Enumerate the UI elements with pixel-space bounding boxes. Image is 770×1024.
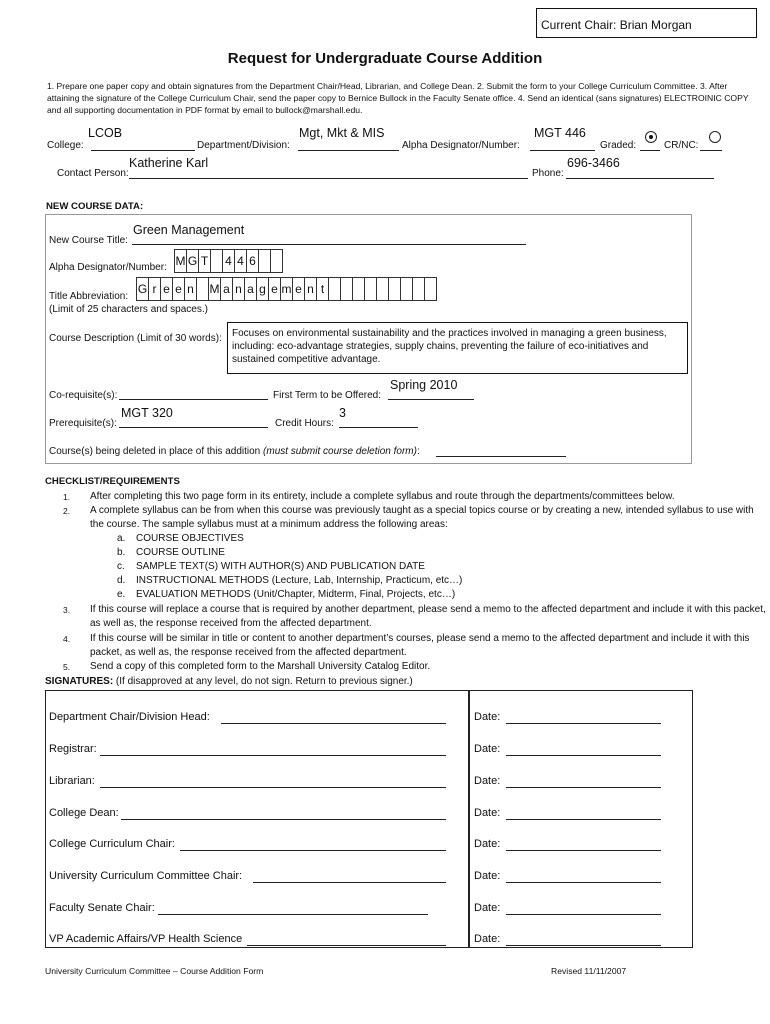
prereq-label: Prerequisite(s): <box>49 418 117 429</box>
title-abbrev-cell[interactable]: G <box>136 277 149 301</box>
course-title-line <box>132 244 526 245</box>
graded-line <box>640 150 660 151</box>
new-course-section-label: NEW COURSE DATA: <box>46 201 144 212</box>
deleted-label-italic: (must submit course deletion form) <box>263 446 417 457</box>
college-label: College: <box>47 140 84 151</box>
current-chair-box: Current Chair: Brian Morgan <box>536 8 757 38</box>
checklist-num-4: 4. <box>63 634 71 644</box>
title-abbrev-cell[interactable]: t <box>316 277 329 301</box>
phone-label: Phone: <box>532 168 564 179</box>
footer-left: University Curriculum Committee – Course Addition Form <box>45 966 264 976</box>
signature-field[interactable] <box>221 723 446 724</box>
signature-field[interactable] <box>158 914 428 915</box>
title-abbrev-cell[interactable]: e <box>160 277 173 301</box>
checklist-item-1: After completing this two page form in its entirety, include a complete syllabus and route through the departments/committees below. <box>90 491 675 502</box>
alpha-number-cell[interactable]: 4 <box>222 249 235 273</box>
date-label: Date: <box>474 775 501 787</box>
signature-label: Faculty Senate Chair: <box>49 902 155 914</box>
date-label: Date: <box>474 743 501 755</box>
date-field[interactable] <box>506 914 661 915</box>
date-field[interactable] <box>506 819 661 820</box>
graded-radio[interactable] <box>645 131 657 143</box>
alpha-number-cell[interactable]: G <box>186 249 199 273</box>
deleted-courses-label <box>49 446 420 457</box>
title-abbrev-cells[interactable] <box>136 277 436 301</box>
signature-field[interactable] <box>247 945 446 946</box>
signature-label: Department Chair/Division Head: <box>49 711 210 723</box>
prereq-line <box>119 427 268 428</box>
department-label: Department/Division: <box>197 140 290 151</box>
date-label: Date: <box>474 711 501 723</box>
subitem-b: COURSE OUTLINE <box>136 547 225 558</box>
subitem-letter-c: c. <box>117 561 125 572</box>
date-field[interactable] <box>506 787 661 788</box>
date-field[interactable] <box>506 723 661 724</box>
deleted-label-colon: : <box>416 446 420 457</box>
checklist-num-1: 1. <box>63 492 71 502</box>
checklist-section-label: CHECKLIST/REQUIREMENTS <box>45 476 180 487</box>
checklist-num-3: 3. <box>63 605 71 615</box>
signatures-section-label <box>45 676 413 687</box>
checklist-item-3: If this course will replace a course that is required by another department, please send a memo to the affected department and include it with this packet, as well as, the response received from the affected department. <box>90 604 766 630</box>
credit-hours-field[interactable]: 3 <box>339 406 346 420</box>
signature-label: University Curriculum Committee Chair: <box>49 870 243 882</box>
first-term-label: First Term to be Offered: <box>273 390 382 401</box>
date-label: Date: <box>474 838 501 850</box>
checklist-item-5: Send a copy of this completed form to the Marshall University Catalog Editor. <box>90 661 431 672</box>
alpha-number-cell[interactable]: 4 <box>234 249 247 273</box>
date-label: Date: <box>474 933 501 945</box>
alpha-number-cells[interactable] <box>174 249 282 273</box>
title-abbrev-cell[interactable]: m <box>280 277 293 301</box>
title-abbrev-cell[interactable]: n <box>232 277 245 301</box>
subitem-a: COURSE OBJECTIVES <box>136 533 244 544</box>
alpha-field[interactable]: MGT 446 <box>534 126 586 140</box>
title-abbrev-cell[interactable]: M <box>208 277 221 301</box>
title-abbrev-cell[interactable]: a <box>244 277 257 301</box>
signature-field[interactable] <box>253 882 446 883</box>
contact-field[interactable]: Katherine Karl <box>129 156 209 170</box>
title-abbrev-cell[interactable]: e <box>172 277 185 301</box>
signatures-label-rest: (If disapproved at any level, do not sign. Return to previous signer.) <box>113 676 413 687</box>
graded-label: Graded: <box>600 140 637 151</box>
alpha-number-cell[interactable]: T <box>198 249 211 273</box>
date-field[interactable] <box>506 755 661 756</box>
signature-label: VP Academic Affairs/VP Health Science <box>49 933 243 945</box>
title-abbrev-cell[interactable]: r <box>148 277 161 301</box>
date-label: Date: <box>474 807 501 819</box>
checklist-item-2: A complete syllabus can be from when this course was previously taught as a special topics course or by creating a new, intended syllabus to use with the course. The sample syllabus must at a minimum address the following areas: <box>90 505 754 531</box>
signature-label: College Curriculum Chair: <box>49 838 175 850</box>
description-label: Course Description (Limit of 30 words): <box>49 333 222 344</box>
title-abbrev-cell[interactable]: e <box>268 277 281 301</box>
alpha-number-cell[interactable]: 6 <box>246 249 259 273</box>
signature-label: Librarian: <box>49 775 95 787</box>
title-abbrev-cell[interactable]: n <box>184 277 197 301</box>
instructions: 1. Prepare one paper copy and obtain signatures from the Department Chair/Head, Librarian, and College Dean. 2. Submit the form to your College Curriculum Committee. 3. After attaining the signature of the College Curriculum Chair, send the paper copy to Bernice Bullock in the Faculty Senate office. 4. Send an identical (sans signatures) ELECTROINIC COPY and all supporting documentation in PDF format by email to bullock@marshall.edu. <box>47 81 749 115</box>
signature-field[interactable] <box>100 755 446 756</box>
title-abbrev-cell[interactable] <box>424 277 437 301</box>
graded-radio-dot <box>649 135 653 139</box>
abbrev-limit-note: (Limit of 25 characters and spaces.) <box>49 304 208 315</box>
phone-line <box>566 178 714 179</box>
first-term-line <box>388 399 474 400</box>
crnc-line <box>700 150 722 151</box>
college-field[interactable]: LCOB <box>88 126 123 140</box>
signature-field[interactable] <box>100 787 446 788</box>
subitem-d: INSTRUCTIONAL METHODS (Lecture, Lab, Internship, Practicum, etc…) <box>136 575 463 586</box>
first-term-field[interactable]: Spring 2010 <box>390 378 458 392</box>
subitem-letter-e: e. <box>117 589 126 600</box>
phone-field[interactable]: 696-3466 <box>567 156 620 170</box>
course-title-label: New Course Title: <box>49 235 128 246</box>
subitem-e: EVALUATION METHODS (Unit/Chapter, Midterm, Final, Projects, etc…) <box>136 589 456 600</box>
title-abbrev-cell[interactable]: n <box>304 277 317 301</box>
signatures-label-bold: SIGNATURES: <box>45 676 114 687</box>
crnc-label: CR/NC: <box>664 140 699 151</box>
alpha-number-label: Alpha Designator/Number: <box>49 262 167 273</box>
credit-hours-line <box>339 427 418 428</box>
alpha-number-cell[interactable] <box>270 249 283 273</box>
alpha-number-cell[interactable]: M <box>174 249 187 273</box>
date-field[interactable] <box>506 945 661 946</box>
course-title-field[interactable]: Green Management <box>133 223 245 237</box>
coreq-line <box>119 399 268 400</box>
deleted-courses-field[interactable] <box>436 456 566 457</box>
signature-field[interactable] <box>180 850 446 851</box>
signature-label: College Dean: <box>49 807 119 819</box>
department-line <box>298 150 399 151</box>
alpha-line <box>530 150 595 151</box>
title-abbrev-label: Title Abbreviation: <box>49 291 129 302</box>
date-field[interactable] <box>506 882 661 883</box>
subitem-letter-b: b. <box>117 547 126 558</box>
contact-line <box>129 178 528 179</box>
checklist <box>45 490 766 680</box>
subitem-letter-d: d. <box>117 575 126 586</box>
alpha-label: Alpha Designator/Number: <box>402 140 520 151</box>
form-title: Request for Undergraduate Course Addition <box>227 50 543 67</box>
footer-right: Revised 11/11/2007 <box>551 966 627 976</box>
checklist-num-5: 5. <box>63 662 71 672</box>
date-label: Date: <box>474 870 501 882</box>
title-abbrev-cell[interactable]: g <box>256 277 269 301</box>
signature-field[interactable] <box>121 819 446 820</box>
subitem-letter-a: a. <box>117 533 126 544</box>
checklist-num-2: 2. <box>63 506 71 516</box>
signature-label: Registrar: <box>49 743 97 755</box>
course-description-field[interactable]: Focuses on environmental sustainability and the practices involved in managing a green business, including: eco-advantage strategies, supply chains, preventing the failure of eco-initiatives and sustained competitive advantage. <box>227 322 688 374</box>
checklist-item-4: If this course will be similar in title or content to another department’s courses, please send a memo to the affected department and include it with this packet, as well as, the response received from the affected department. <box>90 633 750 659</box>
deleted-label-plain: Course(s) being deleted in place of this addition <box>49 446 264 457</box>
title-abbrev-cell[interactable]: a <box>220 277 233 301</box>
prereq-field[interactable]: MGT 320 <box>121 406 173 420</box>
credit-hours-label: Credit Hours: <box>275 418 334 429</box>
crnc-radio[interactable] <box>709 131 721 143</box>
college-line <box>91 150 195 151</box>
date-label: Date: <box>474 902 501 914</box>
contact-label: Contact Person: <box>57 168 129 179</box>
title-abbrev-cell[interactable]: e <box>292 277 305 301</box>
subitem-c: SAMPLE TEXT(S) WITH AUTHOR(S) AND PUBLICATION DATE <box>136 561 425 572</box>
coreq-label: Co-requisite(s): <box>49 390 118 401</box>
date-field[interactable] <box>506 850 661 851</box>
department-field[interactable]: Mgt, Mkt & MIS <box>299 126 385 140</box>
